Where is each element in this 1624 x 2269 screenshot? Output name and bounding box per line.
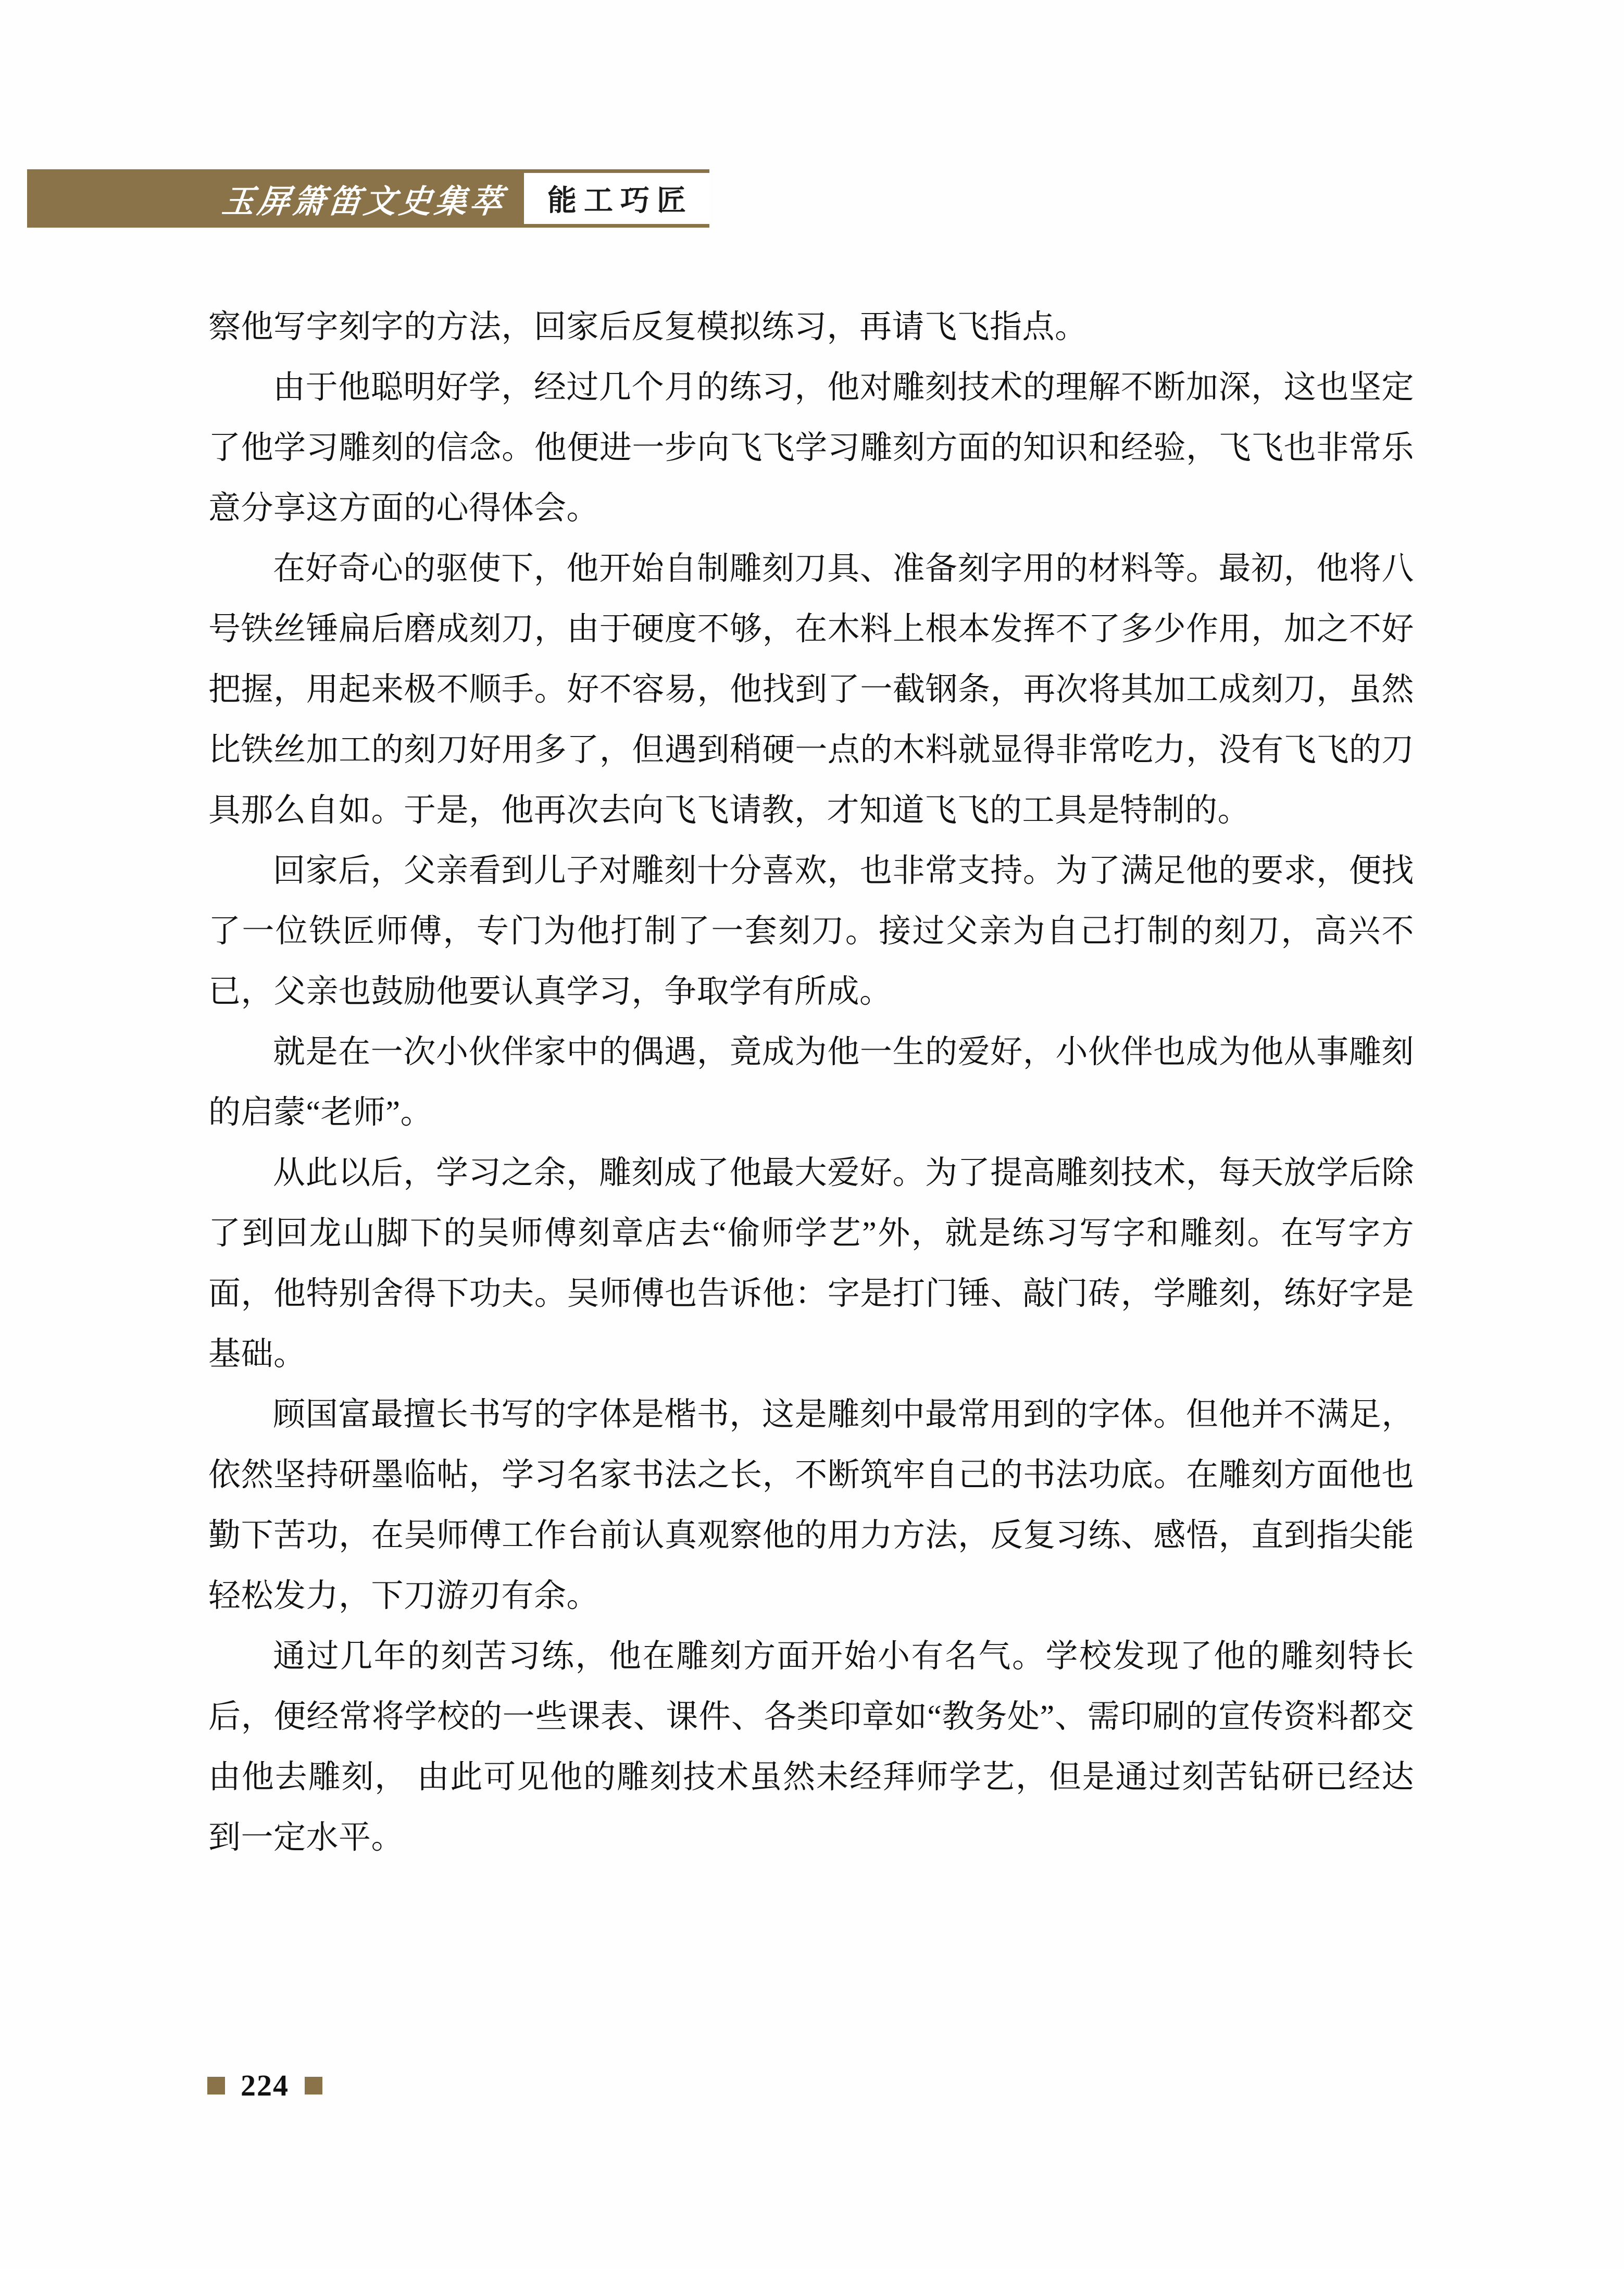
paragraph: 就是在一次小伙伴家中的偶遇，竟成为他一生的爱好，小伙伴也成为他从事雕刻的启蒙“老师”。	[208, 1034, 1414, 1130]
paragraph: 由于他聪明好学，经过几个月的练习，他对雕刻技术的理解不断加深，这也坚定了他学习雕刻的信念。他便进一步向飞飞学习雕刻方面的知识和经验，飞飞也非常乐意分享这方面的心得体会。	[208, 370, 1414, 526]
paragraph: 通过几年的刻苦习练，他在雕刻方面开始小有名气。学校发现了他的雕刻特长后，便经常将学校的一些课表、课件、各类印章如“教务处”、需印刷的宣传资料都交由他去雕刻， 由此可见他的雕刻技术虽然未经拜师学艺，但是通过刻苦钻研已经达到一定水平。	[208, 1639, 1414, 1855]
footer-square-right-icon	[305, 2077, 322, 2095]
section-title: 能工巧匠	[547, 185, 693, 217]
section-title-box	[524, 173, 709, 224]
paragraph: 在好奇心的驱使下，他开始自制雕刻刀具、准备刻字用的材料等。最初，他将八号铁丝锤扁后磨成刻刀，由于硬度不够，在木料上根本发挥不了多少作用，加之不好把握，用起来极不顺手。好不容易，他找到了一截钢条，再次将其加工成刻刀，虽然比铁丝加工的刻刀好用多了，但遇到稍硬一点的木料就显得非常吃力，没有飞飞的刀具那么自如。于是，他再次去向飞飞请教，才知道飞飞的工具是特制的。	[208, 551, 1414, 828]
body-text	[208, 297, 1414, 1868]
paragraph: 回家后，父亲看到儿子对雕刻十分喜欢，也非常支持。为了满足他的要求，便找了一位铁匠师傅，专门为他打制了一套刻刀。接过父亲为自己打制的刻刀，高兴不已，父亲也鼓励他要认真学习，争取学有所成。	[208, 853, 1414, 1009]
page-footer	[207, 2068, 322, 2102]
paragraph: 察他写字刻字的方法，回家后反复模拟练习，再请飞飞指点。	[208, 309, 1088, 345]
footer-square-left-icon	[207, 2077, 225, 2095]
page-number: 224	[241, 2068, 289, 2102]
paragraph: 顾国富最擅长书写的字体是楷书，这是雕刻中最常用到的字体。但他并不满足，依然坚持研墨临帖，学习名家书法之长，不断筑牢自己的书法功底。在雕刻方面他也勤下苦功，在吴师傅工作台前认真观察他的用力方法，反复习练、感悟，直到指尖能轻松发力，下刀游刃有余。	[208, 1397, 1414, 1614]
book-title: 玉屏箫笛文史集萃	[220, 184, 507, 220]
paragraph: 从此以后，学习之余，雕刻成了他最大爱好。为了提高雕刻技术，每天放学后除了到回龙山脚下的吴师傅刻章店去“偷师学艺”外，就是练习写字和雕刻。在写字方面，他特别舍得下功夫。吴师傅也告诉他：字是打门锤、敲门砖，学雕刻，练好字是基础。	[208, 1155, 1414, 1372]
